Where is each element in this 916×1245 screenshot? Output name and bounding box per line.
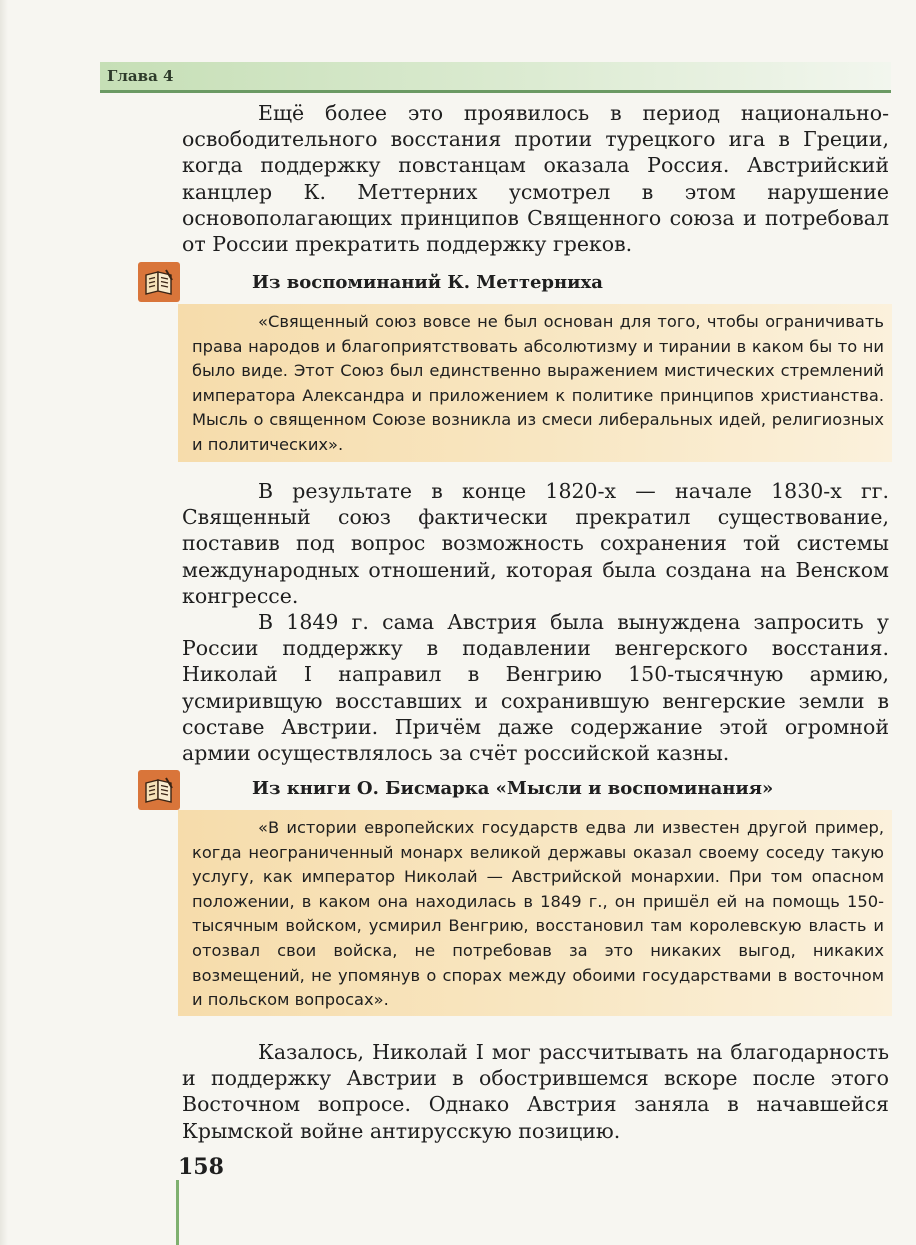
paragraph-crimean-war bbox=[182, 1039, 889, 1144]
paragraph-text: В результате в конце 1820-х — начале 1830-х гг. Священный союз фактически прекратил существование, поставив под вопрос возможность сохранения той системы международных отношений, которая была создана на Венском конгрессе. bbox=[182, 479, 889, 608]
page-number: 158 bbox=[178, 1154, 224, 1180]
book-icon bbox=[138, 770, 180, 810]
paragraph-text: Ещё более это проявилось в период национально-освободительного восстания протии турецкого ига в Греции, когда поддержку повстанцам оказала Россия. Австрийский канцлер К. Меттерних усмотрел в этом нарушение основополагающих принципов Священного союза и потребовал от России прекратить поддержку греков. bbox=[182, 101, 889, 257]
quote-box-metternich bbox=[178, 304, 892, 462]
chapter-header bbox=[100, 62, 891, 93]
paragraph-holy-alliance-end bbox=[182, 478, 889, 766]
paragraph-text: Казалось, Николай I мог рассчитывать на благодарность и поддержку Австрии в обострившемся вскоре после этого Восточном вопросе. Однако Австрия заняла в начавшейся Крымской войне антирусскую позицию. bbox=[182, 1040, 889, 1143]
quote-paragraph: «Священный союз вовсе не был основан для того, чтобы ограничивать права народов и благоприятствовать абсолютизму и тирании в каком бы то ни было виде. Этот Союз был единственно выражением мистических стремлений императора Александра и приложением к политике принципов христианства. Мысль о священном Союзе возникла из смеси либеральных идей, религиозных и политических». bbox=[192, 312, 884, 454]
quote-text bbox=[192, 816, 884, 1013]
quote-paragraph: «В истории европейских государств едва ли известен другой пример, когда неограниченный монарх великой державы оказал своему соседу такую услугу, как император Николай — Австрийской монархии. При том опасном положении, в каком она находилась в 1849 г., он пришёл ей на помощь 150-тысячным войском, усмирил Венгрию, восстановил там королевскую власть и отозвал свои войска, не потребовав за это никаких выгод, никаких возмещений, не упомянув о спорах между обоими государствами в восточном и польском вопросах». bbox=[192, 818, 884, 1010]
source-title-metternich: Из воспоминаний К. Меттерниха bbox=[252, 272, 603, 293]
paragraph-greek-uprising bbox=[182, 100, 889, 257]
quote-box-bismarck bbox=[178, 810, 892, 1016]
chapter-title: Глава 4 bbox=[107, 67, 174, 85]
quote-text bbox=[192, 310, 884, 458]
page-left-edge bbox=[0, 0, 8, 1245]
source-title-bismarck: Из книги О. Бисмарка «Мысли и воспоминания» bbox=[252, 778, 774, 799]
paragraph-text: В 1849 г. сама Австрия была вынуждена запросить у России поддержку в подавлении венгерского восстания. Николай I направил в Венгрию 150-тысячную армию, усмиривщую восставших и сохранившую венгерские земли в составе Австрии. Причём даже содержание этой огромной армии осуществлялось за счёт российской казны. bbox=[182, 610, 889, 766]
margin-rule bbox=[176, 1180, 179, 1245]
book-icon bbox=[138, 262, 180, 302]
